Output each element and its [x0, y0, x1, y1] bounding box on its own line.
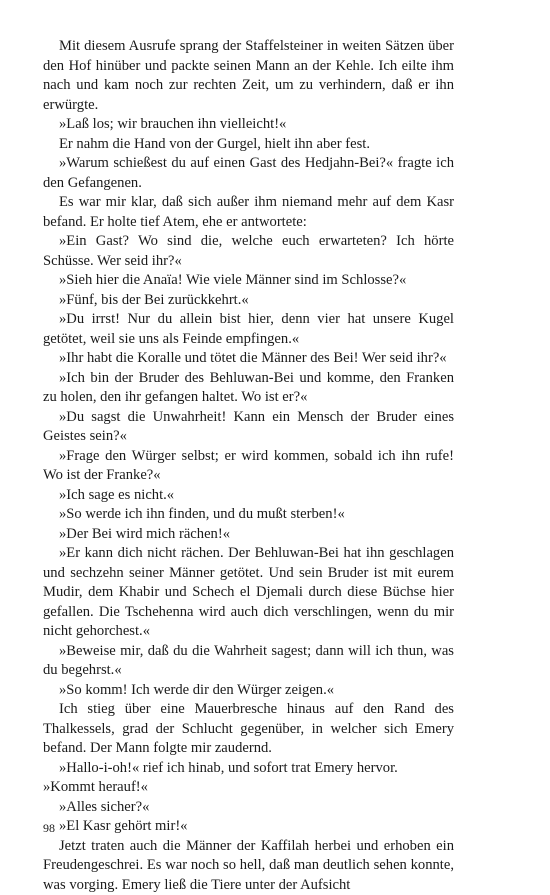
paragraph: »Du sagst die Unwahrheit! Kann ein Mensch der Bruder eines Geistes sein?« [43, 408, 454, 447]
paragraph: »Frage den Würger selbst; er wird kommen, sobald ich ihn rufe! Wo ist der Franke?« [43, 447, 454, 486]
paragraph: »Hallo-i-oh!« rief ich hinab, und sofort trat Emery hervor. [43, 759, 454, 779]
paragraph: »So werde ich ihn finden, und du mußt sterben!« [43, 505, 454, 525]
paragraph: »So komm! Ich werde dir den Würger zeigen.« [43, 681, 454, 701]
paragraph: »Ich sage es nicht.« [43, 486, 454, 506]
paragraph: »El Kasr gehört mir!« [43, 817, 454, 837]
paragraph: »Sieh hier die Anaïa! Wie viele Männer sind im Schlosse?« [43, 271, 454, 291]
page-number: 98 [43, 821, 55, 835]
paragraph: Ich stieg über eine Mauerbresche hinaus auf den Rand des Thalkessels, grad der Schlucht gegenüber, in welcher sich Emery befand. Der Mann folgte mir zaudernd. [43, 700, 454, 759]
paragraph: »Der Bei wird mich rächen!« [43, 525, 454, 545]
page-body-text [43, 37, 454, 895]
paragraph: Es war mir klar, daß sich außer ihm niemand mehr auf dem Kasr befand. Er holte tief Atem, ehe er antwortete: [43, 193, 454, 232]
paragraph: »Du irrst! Nur du allein bist hier, denn vier hat unsere Kugel getötet, weil sie uns als Feinde empfingen.« [43, 310, 454, 349]
paragraph: »Alles sicher?« [43, 798, 454, 818]
paragraph: »Ich bin der Bruder des Behluwan-Bei und komme, den Franken zu holen, den ihr gefangen haltet. Wo ist er?« [43, 369, 454, 408]
paragraph: Jetzt traten auch die Männer der Kaffilah herbei und erhoben ein Freudengeschrei. Es war noch so hell, daß man deutlich sehen konnte, was vorging. Emery ließ die Tiere unter der Aufsicht [43, 837, 454, 895]
paragraph: »Warum schießest du auf einen Gast des Hedjahn-Bei?« fragte ich den Gefangenen. [43, 154, 454, 193]
paragraph: Er nahm die Hand von der Gurgel, hielt ihn aber fest. [43, 135, 454, 155]
paragraph: »Beweise mir, daß du die Wahrheit sagest; dann will ich thun, was du begehrst.« [43, 642, 454, 681]
paragraph: »Kommt herauf!« [43, 778, 454, 798]
paragraph: »Ihr habt die Koralle und tötet die Männer des Bei! Wer seid ihr?« [43, 349, 454, 369]
paragraph: Mit diesem Ausrufe sprang der Staffelsteiner in weiten Sätzen über den Hof hinüber und packte seinen Mann an der Kehle. Ich eilte ihm nach und kam noch zur rechten Zeit, um zu verhindern, daß er ihn erwürgte. [43, 37, 454, 115]
paragraph: »Laß los; wir brauchen ihn vielleicht!« [43, 115, 454, 135]
paragraph: »Er kann dich nicht rächen. Der Behluwan-Bei hat ihn geschlagen und sechzehn seiner Männer getötet. Und sein Bruder ist mit eurem Mudir, dem Khabir und Schech el Djemali durch diese Büchse hier gefallen. Die Tschehenna wird auch dich verschlingen, wenn du mir nicht gehorchest.« [43, 544, 454, 642]
paragraph: »Fünf, bis der Bei zurückkehrt.« [43, 291, 454, 311]
paragraph: »Ein Gast? Wo sind die, welche euch erwarteten? Ich hörte Schüsse. Wer seid ihr?« [43, 232, 454, 271]
